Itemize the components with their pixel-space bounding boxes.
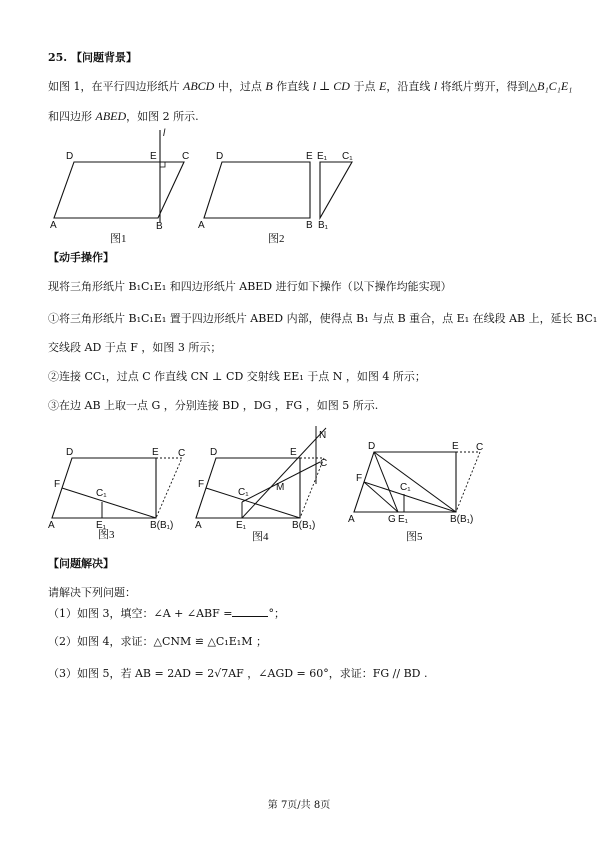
figure-3-caption: 图3 <box>98 529 115 541</box>
text: 于点 <box>349 80 379 93</box>
label-e: E <box>452 441 459 452</box>
question-3: （3）如图 5，若 AB = 2AD = 2√7AF ，∠AGD = 60°，求证：FG // BD . <box>48 667 428 680</box>
label-d: D <box>216 151 224 162</box>
step-3: ③在边 AB 上取一点 G ，分别连接 BD ，DG ，FG ，如图 5 所示. <box>48 399 379 412</box>
label-b: B(B₁) <box>450 514 474 525</box>
page-footer: 第 7页/共 8页 <box>267 800 331 811</box>
solve-intro: 请解决下列问题： <box>48 586 136 599</box>
line-bf <box>62 488 156 518</box>
label-a: A <box>48 520 55 531</box>
problem-number: 25. <box>48 51 68 64</box>
ray-ee1 <box>242 428 326 518</box>
step-2: ②连接 CC₁，过点 C 作直线 CN ⊥ CD 交射线 EE₁ 于点 N ，如图 4 所示； <box>48 370 426 383</box>
label-c1: C₁ <box>400 482 411 493</box>
label-d: D <box>66 151 74 162</box>
math: E <box>378 79 387 93</box>
label-a: A <box>50 220 57 231</box>
figure-4 <box>196 424 346 551</box>
label-b: B <box>306 220 313 231</box>
figure-1 <box>50 128 200 243</box>
math: l ⊥ CD <box>312 79 350 93</box>
label-c: C <box>182 151 190 162</box>
parallelogram-abcd <box>54 162 184 218</box>
operation-intro: 现将三角形纸片 B₁C₁E₁ 和四边形纸片 ABED 进行如下操作（以下操作均能实现） <box>48 280 452 293</box>
text: 和四边形 <box>48 110 96 123</box>
label-c: C <box>178 448 186 459</box>
label-c: C <box>320 458 328 469</box>
label-a: A <box>195 520 202 531</box>
solve-title: 【问题解决】 <box>48 557 114 570</box>
background-title: 【问题背景】 <box>70 51 137 64</box>
figure-4-caption: 图4 <box>252 531 269 543</box>
label-e: E <box>150 151 157 162</box>
text: ，沿直线 <box>386 80 434 93</box>
label-b1: B₁ <box>318 220 329 231</box>
figure-3 <box>48 446 198 549</box>
figure-5-caption: 图5 <box>406 531 423 543</box>
label-a: A <box>348 514 355 525</box>
figure-1-caption: 图1 <box>110 233 127 245</box>
label-c: C <box>476 442 484 453</box>
dashed-triangle <box>156 458 182 518</box>
label-l: l <box>163 128 166 139</box>
label-b: B(B₁) <box>292 520 316 531</box>
answer-blank[interactable] <box>232 605 268 617</box>
label-f: F <box>198 479 205 490</box>
problem-header <box>48 50 137 66</box>
label-m: M <box>276 482 285 493</box>
step-1a: ①将三角形纸片 B₁C₁E₁ 置于四边形纸片 ABED 内部，使得点 B₁ 与点 B 重合，点 E₁ 在线段 AB 上，延长 BC₁ <box>48 312 598 325</box>
math: l <box>433 79 438 93</box>
label-e1: E₁ <box>317 151 328 162</box>
label-e: E <box>290 447 297 458</box>
text: 将纸片剪开，得到△ <box>437 80 538 93</box>
label-b: B(B₁) <box>150 520 174 531</box>
step-1b: 交线段 AD 于点 F ，如图 3 所示； <box>48 341 222 354</box>
line-bf <box>206 488 300 518</box>
math: ABED <box>95 109 127 123</box>
background-line-2 <box>48 108 199 125</box>
label-a: A <box>198 220 205 231</box>
q1-suffix: °； <box>268 607 285 620</box>
label-d: D <box>368 441 376 452</box>
text: 中，过点 <box>214 80 266 93</box>
question-1 <box>48 605 285 622</box>
math: B <box>265 79 273 93</box>
triangle-b1c1e1 <box>320 162 352 218</box>
label-e1: E₁ <box>236 520 247 531</box>
label-e1: E₁ <box>398 514 409 525</box>
background-line-1 <box>48 78 572 95</box>
figure-5 <box>344 440 494 547</box>
operation-title: 【动手操作】 <box>48 251 114 264</box>
figure-2-caption: 图2 <box>268 233 285 245</box>
math: B₁C₁E₁ <box>537 79 573 93</box>
label-b: B <box>156 221 163 232</box>
label-f: F <box>54 479 61 490</box>
label-g: G <box>388 514 396 525</box>
label-c1: C₁ <box>238 487 249 498</box>
label-c1: C₁ <box>342 151 353 162</box>
quadrilateral-abed <box>204 162 310 218</box>
question-2: （2）如图 4，求证：△CNM ≌ △C₁E₁M ； <box>48 635 267 648</box>
label-e1: E₁ <box>96 520 107 531</box>
right-angle-mark <box>160 162 165 167</box>
label-e: E <box>306 151 313 162</box>
label-n: N <box>319 430 327 441</box>
q1-text: （1）如图 3，填空：∠A + ∠ABF = <box>48 607 233 620</box>
label-c1: C₁ <box>96 488 107 499</box>
math: ABCD <box>183 79 215 93</box>
line-fg <box>364 482 398 512</box>
label-f: F <box>356 473 363 484</box>
dashed-triangle <box>456 452 480 512</box>
text: ，如图 2 所示. <box>126 110 199 123</box>
label-e: E <box>152 447 159 458</box>
label-d: D <box>210 447 218 458</box>
text: 如图 1，在平行四边形纸片 <box>48 80 183 93</box>
figure-2 <box>196 128 366 243</box>
label-d: D <box>66 447 74 458</box>
text: 作直线 <box>272 80 313 93</box>
